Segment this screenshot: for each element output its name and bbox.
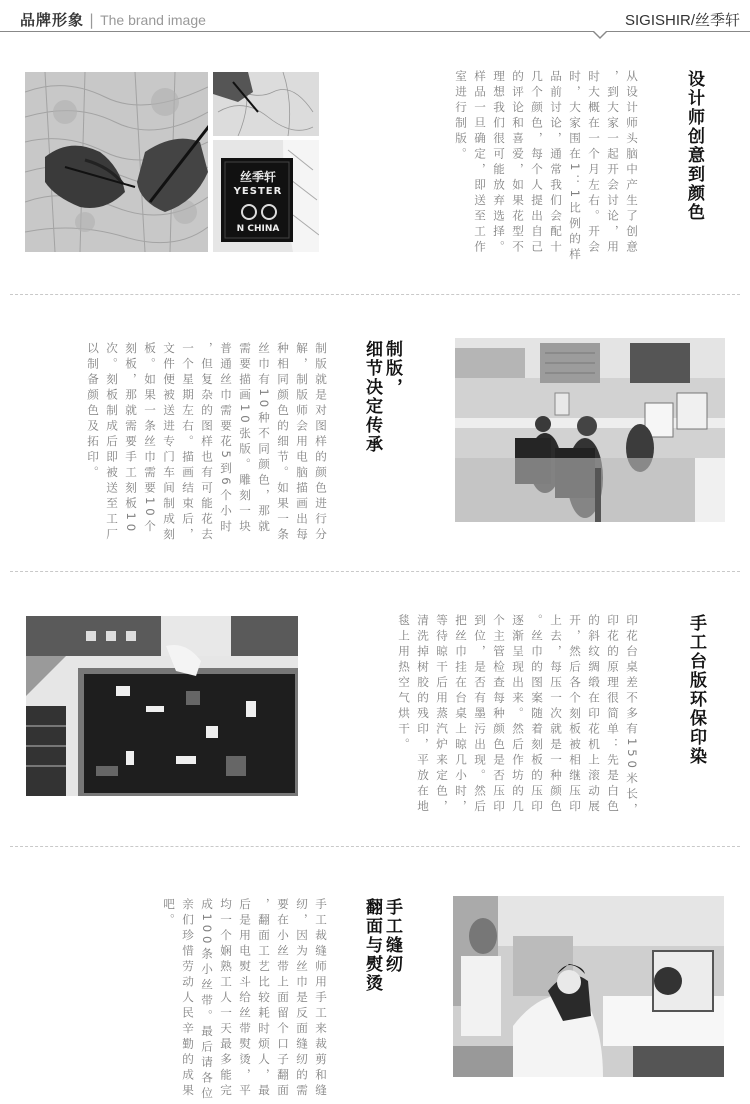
body-text-column: ，到大家一起开会讨论，用 [606,70,620,256]
header-title-group [20,9,206,30]
body-text-column: 均一个娴熟工人一天最多能完 [219,898,233,1100]
header-title-en: The brand image [100,12,206,28]
body-text-column: 等待晾干后用蒸汽炉来定色， [435,614,449,816]
body-text-column: 制版就是对图样的颜色进行分 [314,342,328,544]
section-2-title [362,340,402,454]
body-text-column: 要在小丝带上面留个口子翻面 [276,898,290,1100]
section-3-title [686,614,706,766]
screen-printing-photo [26,616,298,796]
body-text-column: 普通丝巾需要花5到6个小时 [219,342,233,536]
header-separator: | [89,11,95,29]
header-brand: SIGISHIR/丝季轩 [624,12,740,29]
drawing-hands-photo [25,72,208,252]
section-title-column: 手工台版环保印染 [686,614,706,766]
section-divider [10,294,740,295]
body-text-column: 印花台桌差不多有150米长， [625,614,639,819]
section-4-title [362,898,402,993]
body-text-column: 次。刻板制成后即被送至工厂 [105,342,119,544]
section-title-column: 设计师创意到颜色 [684,70,704,222]
body-text-column: 把丝巾挂在台桌上晾几小时， [454,614,468,816]
header-rule [0,31,750,32]
body-text-column: 解，制版师会用电脑描画出每 [295,342,309,544]
brand-label-photo [213,140,319,252]
sketch-hand-photo [213,72,319,136]
body-text-column: ，但复杂的图样也有可能花去 [200,342,214,544]
section-title-column: 制版， [382,340,402,397]
body-text-column: 室进行制版。 [454,70,468,163]
body-text-column: 以制备颜色及拓印。 [86,342,100,482]
body-text-column: 文件便被送进专门车间制成刻 [162,342,176,544]
body-text-column: 清洗掉树胶的残印，平放在地 [416,614,430,816]
section-4-body [159,898,330,1102]
body-text-column: 成100条小丝带。最后请各位 [200,898,214,1103]
page-header [0,0,750,34]
body-text-column: 纫，因为丝巾是反面缝纫的需 [295,898,309,1100]
label-text-zh: 丝季轩 [239,170,276,184]
body-text-column: 亲们珍惜劳动人民辛勤的成果 [181,898,195,1100]
body-text-column: 的评论和喜爱，如果花型不 [511,70,525,256]
body-text-column: 上去，每压一次就是一种颜色 [549,614,563,816]
design-office-photo [455,338,725,522]
section-2-body [83,342,330,544]
section-1-body [451,70,641,263]
body-text-column: 几个颜色，每个人提出自己 [530,70,544,256]
body-text-column: 手工裁缝师用手工来裁剪和缝 [314,898,328,1100]
body-text-column: 。丝巾的图案随着刻板的压印 [530,614,544,816]
body-text-column: 开，然后各个刻板被相继压印 [568,614,582,816]
body-text-column: 个主管检查每种颜色是否压印 [492,614,506,816]
section-divider [10,571,740,572]
body-text-column: 逐渐呈现出来。然后作坊的几 [511,614,525,816]
body-text-column: 一个星期左右。描画结束后， [181,342,195,544]
label-text-china: N CHINA [236,224,280,234]
section-title-column: 细节决定传承 [362,340,382,454]
label-text-yester: YESTER [233,186,283,197]
body-text-column: 后是用电熨斗给丝带熨烫，平 [238,898,252,1100]
body-text-column: 时，大家围在1：1比例的样 [568,70,582,264]
body-text-column: 时大概在一个月左右。开会 [587,70,601,256]
body-text-column: 丝巾有10种不同颜色，那就 [257,342,271,536]
body-text-column: 毯上用热空气烘干。 [397,614,411,754]
body-text-column: 的斜纹绸缎在印花机上滚动展 [587,614,601,816]
body-text-column: 印花的原理很简单：先是白色 [606,614,620,816]
body-text-column: 到位，是否有墨污出现。然后 [473,614,487,816]
section-divider [10,846,740,847]
body-text-column: 从设计师头脑中产生了创意 [625,70,639,256]
section-title-column: 翻面与熨烫 [362,898,382,993]
header-title-zh: 品牌形象 [20,11,85,29]
body-text-column: 理想我们很可能放弃选择。 [492,70,506,256]
body-text-column: 种相同颜色的细节。如果一条 [276,342,290,544]
section-title-column: 手工缝纫 [382,898,402,974]
body-text-column: 品前讨论，通常我们会配十 [549,70,563,256]
body-text-column: 需要描画10张版。雕刻一块 [238,342,252,536]
body-text-column: 板。如果一条丝巾需要10个 [143,342,157,536]
section-3-body [394,614,641,818]
section-1-title [684,70,704,222]
sewing-workshop-photo [453,896,724,1077]
body-text-column: 刻板，那就需要手工刻板10 [124,342,138,536]
body-text-column: 吧。 [162,898,176,929]
body-text-column: ，翻面工艺比较耗时烦人，最 [257,898,271,1100]
body-text-column: 样品一旦确定，即送至工作 [473,70,487,256]
